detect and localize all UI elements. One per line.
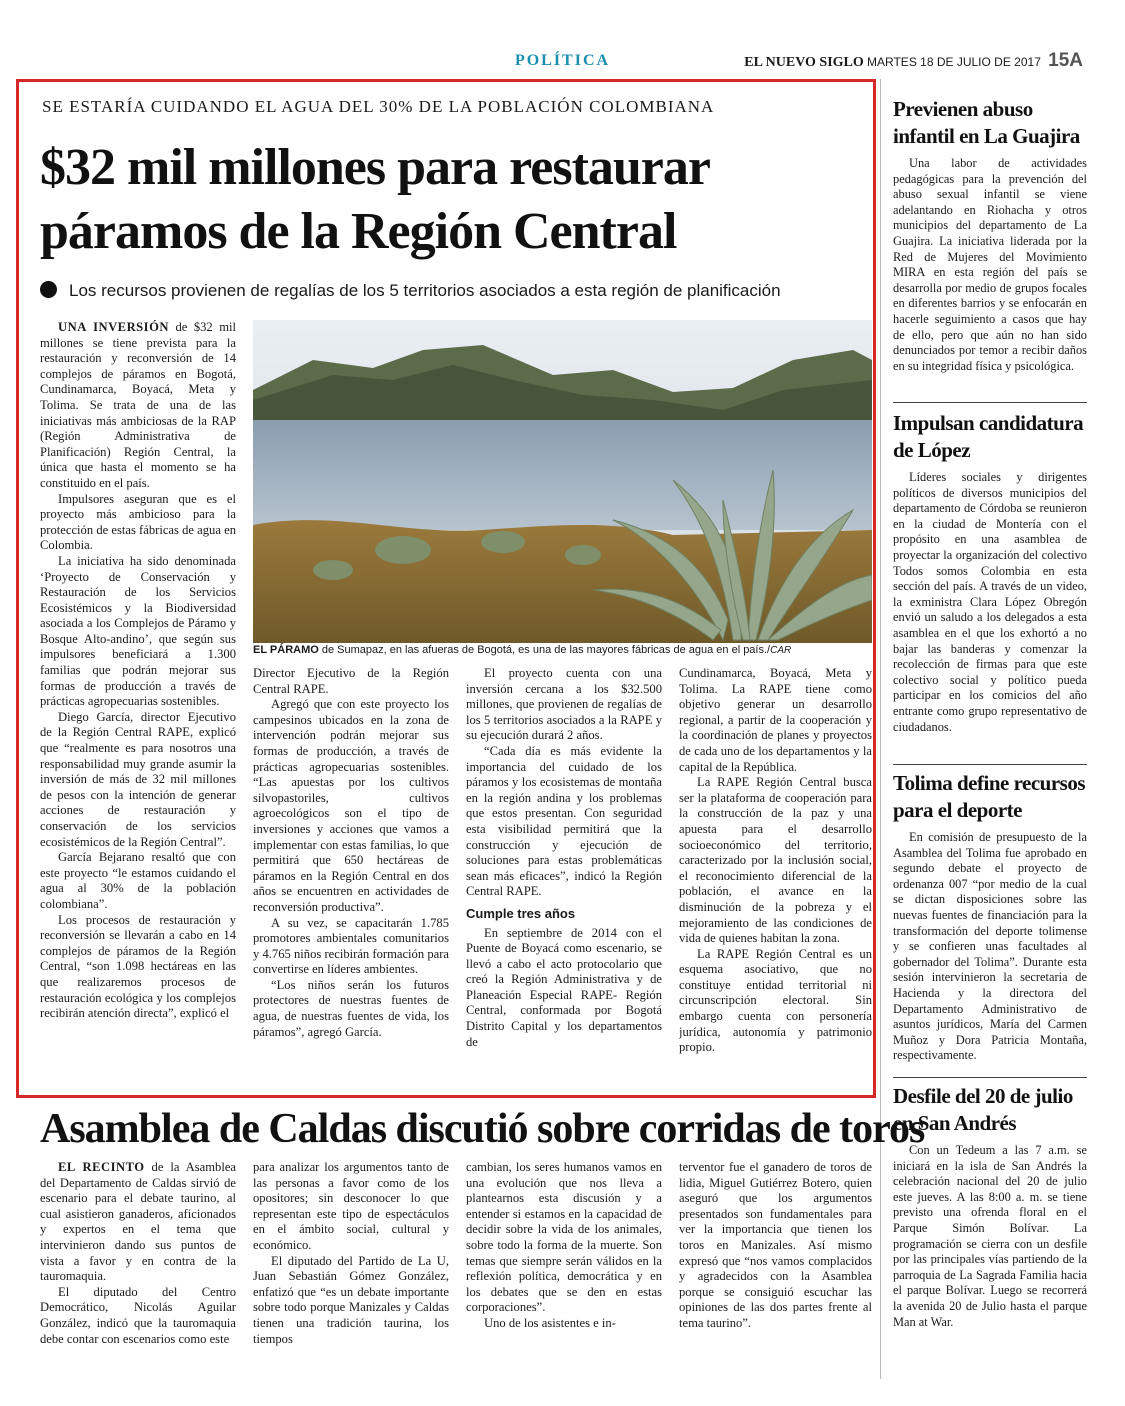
brief-title: Tolima define recursos para el deporte: [893, 771, 1085, 822]
article-column-3: [466, 666, 662, 1086]
bottom-column-3: [466, 1160, 662, 1382]
section-label: POLÍTICA: [514, 52, 611, 69]
brief-divider: [893, 764, 1087, 765]
lead-in: EL RECINTO: [58, 1160, 145, 1174]
lead-in: UNA INVERSIÓN: [58, 320, 169, 334]
brief-lopez: [893, 410, 1087, 760]
article-headline: $32 mil millones para restaurar páramos de la Región Central: [40, 139, 710, 260]
brief-guajira: [893, 96, 1087, 396]
paragraph: Los procesos de restauración y reconversión se llevarán a cabo en 14 complejos de páramos de la Región Central, “son 1.098 hectáreas en las que realizaremos procesos de restauración ecológica y los complejos recibirán atención directa”, explicó el: [40, 912, 236, 1021]
brief-title: Desfile del 20 de julio en San Andrés: [893, 1084, 1073, 1135]
paragraph: La iniciativa ha sido denominada ‘Proyecto de Conservación y Restauración de los Servicios Ecosistémicos y la Biodiversidad asociada a los Complejos de Páramo y Bosque Alto-andino’, que según sus impulsores beneficiará a 1.300 familias que podrán mejorar sus formas de producción a través de prácticas agropecuarias sostenibles.: [40, 553, 236, 709]
paragraph: “Los niños serán los futuros protectores de nuestras fuentes de agua, de nuestras fuentes de vida, los páramos”, agregó García.: [253, 977, 449, 1039]
brief-divider: [893, 402, 1087, 403]
deck-text: Los recursos provienen de regalías de los 5 territorios asociados a esta región de planificación: [69, 281, 781, 300]
brief-title: Previenen abuso infantil en La Guajira: [893, 97, 1080, 148]
bottom-column-2: [253, 1160, 449, 1382]
paragraph: “Cada día es más evidente la importancia del cuidado de los páramos y los ecosistemas de montaña en la región andina y los problemas que estos presentan. Con seguridad esta visibilidad permitirá que la construcción y ejecución de soluciones para estas problemáticas sean más eficaces”, indicó la Región Central RAPE.: [466, 743, 662, 899]
brief-body: Líderes sociales y dirigentes políticos de diversos municipios del departamento de Córdoba se reunieron en la ciudad de Montería con el propósito en una asamblea de proyectar la organización del colectivo Todos somos Colombia en esta sección del país. A través de un video, la exministra Clara López Obregón envió un saludo a los delegados a esta asamblea en el que los exhortó a no bajar las banderas y comenzar la recolección de firmas para que este colectivo social y político pueda participar en los comicios del año entrante como grupo representativo de ciudadanos.: [893, 470, 1087, 734]
page-number: 15A: [1048, 50, 1083, 71]
paragraph: En septiembre de 2014 con el Puente de Boyacá como escenario, se llevó a cabo el acto protocolario que creó la Región Administrativa y de Planeación Especial RAPE- Región Central, conformada por Bogotá Distrito Capital y los departamentos de: [466, 925, 662, 1049]
bottom-column-1: [40, 1160, 236, 1382]
paragraph: Director Ejecutivo de la Región Central RAPE.: [253, 666, 449, 696]
paragraph: Diego García, director Ejecutivo de la Región Central RAPE, explicó que “realmente es para nosotros una responsabilidad muy grande asumir la inversión de más de 32 mil millones de pesos con la intención de generar acciones de restauración y conservación de los servicios ecosistémicos de la Región Central”.: [40, 709, 236, 849]
brief-body: En comisión de presupuesto de la Asamblea del Tolima fue aprobado en segundo debate el proyecto de ordenanza 007 “por medio de la cual se dictan disposiciones sobre las nuevas fuentes de financiación para la transformación del deporte tolimense y se confieren unas facultades al gobernador del Tolima”. Durante esta sesión intervinieron la secretaria de Hacienda y la directora del Departamento Administrativo de asuntos jurídicos, María del Carmen Muñoz y Dora Patricia Montaña, respectivamente.: [893, 830, 1087, 1063]
paragraph: Impulsores aseguran que es el proyecto más ambicioso para la protección de estas fábricas de agua en Colombia.: [40, 491, 236, 553]
bullet-icon: [40, 281, 57, 298]
paragraph: Cundinamarca, Boyacá, Meta y Tolima. La RAPE tiene como objetivo generar un desarrollo regional, a partir de la cooperación y la coordinación de planes y proyectos de cada uno de los departamentos y la capital de la República.: [679, 666, 872, 774]
article-column-4: [679, 666, 872, 1086]
paragraph: La RAPE Región Central busca ser la plataforma de cooperación para la construcción de la paz y una apuesta para el desarrollo socioeconómico del territorio, caracterizado por la inclusión social, el reconocimiento diferencial de la población, el avance en la disminución de la pobreza y el mejoramiento de las condiciones de vida de quienes habitan la zona.: [679, 775, 872, 946]
paragraph: El proyecto cuenta con una inversión cercana a los $32.500 millones, que provienen de regalías de los 5 territorios asociados a la RAPE y su ejecución durará 2 años.: [466, 666, 662, 743]
caption-lead: EL PÁRAMO: [253, 644, 319, 656]
paragraph: La RAPE Región Central es un esquema asociativo, que no constituye entidad territorial ni circunscripción electoral. Sin embargo cuenta con personería jurídica, autonomía y patrimonio propio.: [679, 946, 872, 1055]
paragraph: de $32 mil millones se tiene prevista para la restauración y reconversión de 14 complejos de páramos en Bogotá, Cundinamarca, Boyacá, Meta y Tolima. Se trata de una de las iniciativas más ambiciosas de la RAP (Región Administrativa de Planificación) Región Central, la única que hasta el momento se ha constituido en el país.: [40, 320, 236, 490]
issue-date: MARTES 18 DE JULIO DE 2017: [867, 55, 1041, 69]
article-deck: [40, 281, 781, 301]
paragraph: para analizar los argumentos tanto de las personas a favor como de los opositores; sin desconocer lo que representan este tipo de espectáculos en el ámbito social, cultural y económico.: [253, 1160, 449, 1252]
newspaper-name: EL NUEVO SIGLO: [744, 55, 864, 70]
paramo-photo: [253, 320, 872, 643]
paragraph: García Bejarano resaltó que con este proyecto “le estamos cuidando el agua al 30% de la población colombiana”.: [40, 850, 236, 911]
paragraph: de la Asamblea del Departamento de Caldas sirvió de escenario para el debate taurino, al cual asistieron ganaderos, aficionados y expertos en el tema que intervinieron dando sus puntos de vista a favor y en contra de la tauromaquia.: [40, 1160, 236, 1284]
page-header-info: [744, 50, 1083, 72]
paragraph: terventor fue el ganadero de toros de lidia, Miguel Gutiérrez Botero, quien aseguró que los argumentos presentados son fundamentales para ver la importancia que tienen los toros en Manizales. Así mismo expresó que “nos vamos complacidos y agradecidos con la Asamblea porque se consiguió escuchar las opiniones de las dos partes frente al tema taurino”.: [679, 1160, 872, 1330]
paragraph: El diputado del Centro Democrático, Nicolás Aguilar González, indicó que la tauromaquia debe contar con escenarios como este: [40, 1284, 236, 1346]
paragraph: A su vez, se capacitarán 1.785 promotores ambientales comunitarios y 4.765 niños recibirán formación para convertirse en líderes ambientes.: [253, 915, 449, 977]
brief-body: Con un Tedeum a las 7 a.m. se iniciará en la isla de San Andrés la celebración nacional del 20 de julio este jueves. A las 8:00 a. m. se tiene previsto una ofrenda floral en el Parque Simón Bolívar. La programación se cierra con un desfile por las principales vías partiendo de la parroquia de La Sagrada Familia hacia el parque Bolívar. Luego se recorrerá la avenida 20 de Julio hasta el parque Man at War.: [893, 1143, 1087, 1329]
brief-divider: [893, 1077, 1087, 1078]
paragraph: El diputado del Partido de La U, Juan Sebastián Gómez González, enfatizó que “es un debate importante sobre todo porque Manizales y Caldas tienen una tradición taurina, los tiempos: [253, 1253, 449, 1346]
article-kicker: SE ESTARÍA CUIDANDO EL AGUA DEL 30% DE LA POBLACIÓN COLOMBIANA: [42, 97, 715, 116]
article-subhead: Cumple tres años: [466, 905, 576, 921]
bottom-column-4: [679, 1160, 872, 1382]
brief-title: Impulsan candidatura de López: [893, 411, 1084, 462]
column-divider: [880, 79, 881, 1379]
brief-body: Una labor de actividades pedagógicas para la prevención del abuso sexual infantil se viene adelantando en Riohacha y otros municipios del departamento de La Guajira. La iniciativa liderada por la Red de Mujeres del Movimiento MIRA en esta región del país se desarrolla por medio de grupos focales en diferentes barrios y se enfocarán en hacerle seguimiento a casos que hay de ello, pero que aún no han sido denunciados por temor a recibir daños en su integridad física y psicológica.: [893, 156, 1087, 373]
paragraph: Agregó que con este proyecto los campesinos ubicados en la zona de intervención podrán mejorar sus formas de producción, a través de prácticas agropecuarias sostenibles. “Las apuestas por los cultivos silvopastoriles, cultivos agroecológicos son el tipo de inversiones y acciones que vamos a implementar con estas familias, lo que permitirá que 650 hectáreas de páramos en la Región Central en dos años se encuentren en actividades de reconversión productiva”.: [253, 697, 449, 914]
photo-credit: CAR: [770, 645, 792, 656]
paragraph: cambian, los seres humanos vamos en una evolución que nos lleva a plantearnos esta discusión y a entender si estamos en la capacidad de decidir sobre la vida de los animales, sobre todo la forma de la muerte. Son temas que siempre serán válidos en la reflexión política, democrática y en los debates que se den en estas corporaciones”.: [466, 1160, 662, 1315]
landscape-illustration: [253, 320, 872, 643]
photo-caption: [253, 644, 873, 656]
paragraph: Uno de los asistentes e in-: [484, 1315, 616, 1330]
article-column-2: [253, 666, 449, 1086]
article-column-1: [40, 320, 236, 1085]
brief-tolima: [893, 770, 1087, 1075]
caption-text: de Sumapaz, en las afueras de Bogotá, es una de las mayores fábricas de agua en el país./: [318, 644, 771, 656]
bottom-article-headline: Asamblea de Caldas discutió sobre corridas de toros: [40, 1106, 925, 1152]
